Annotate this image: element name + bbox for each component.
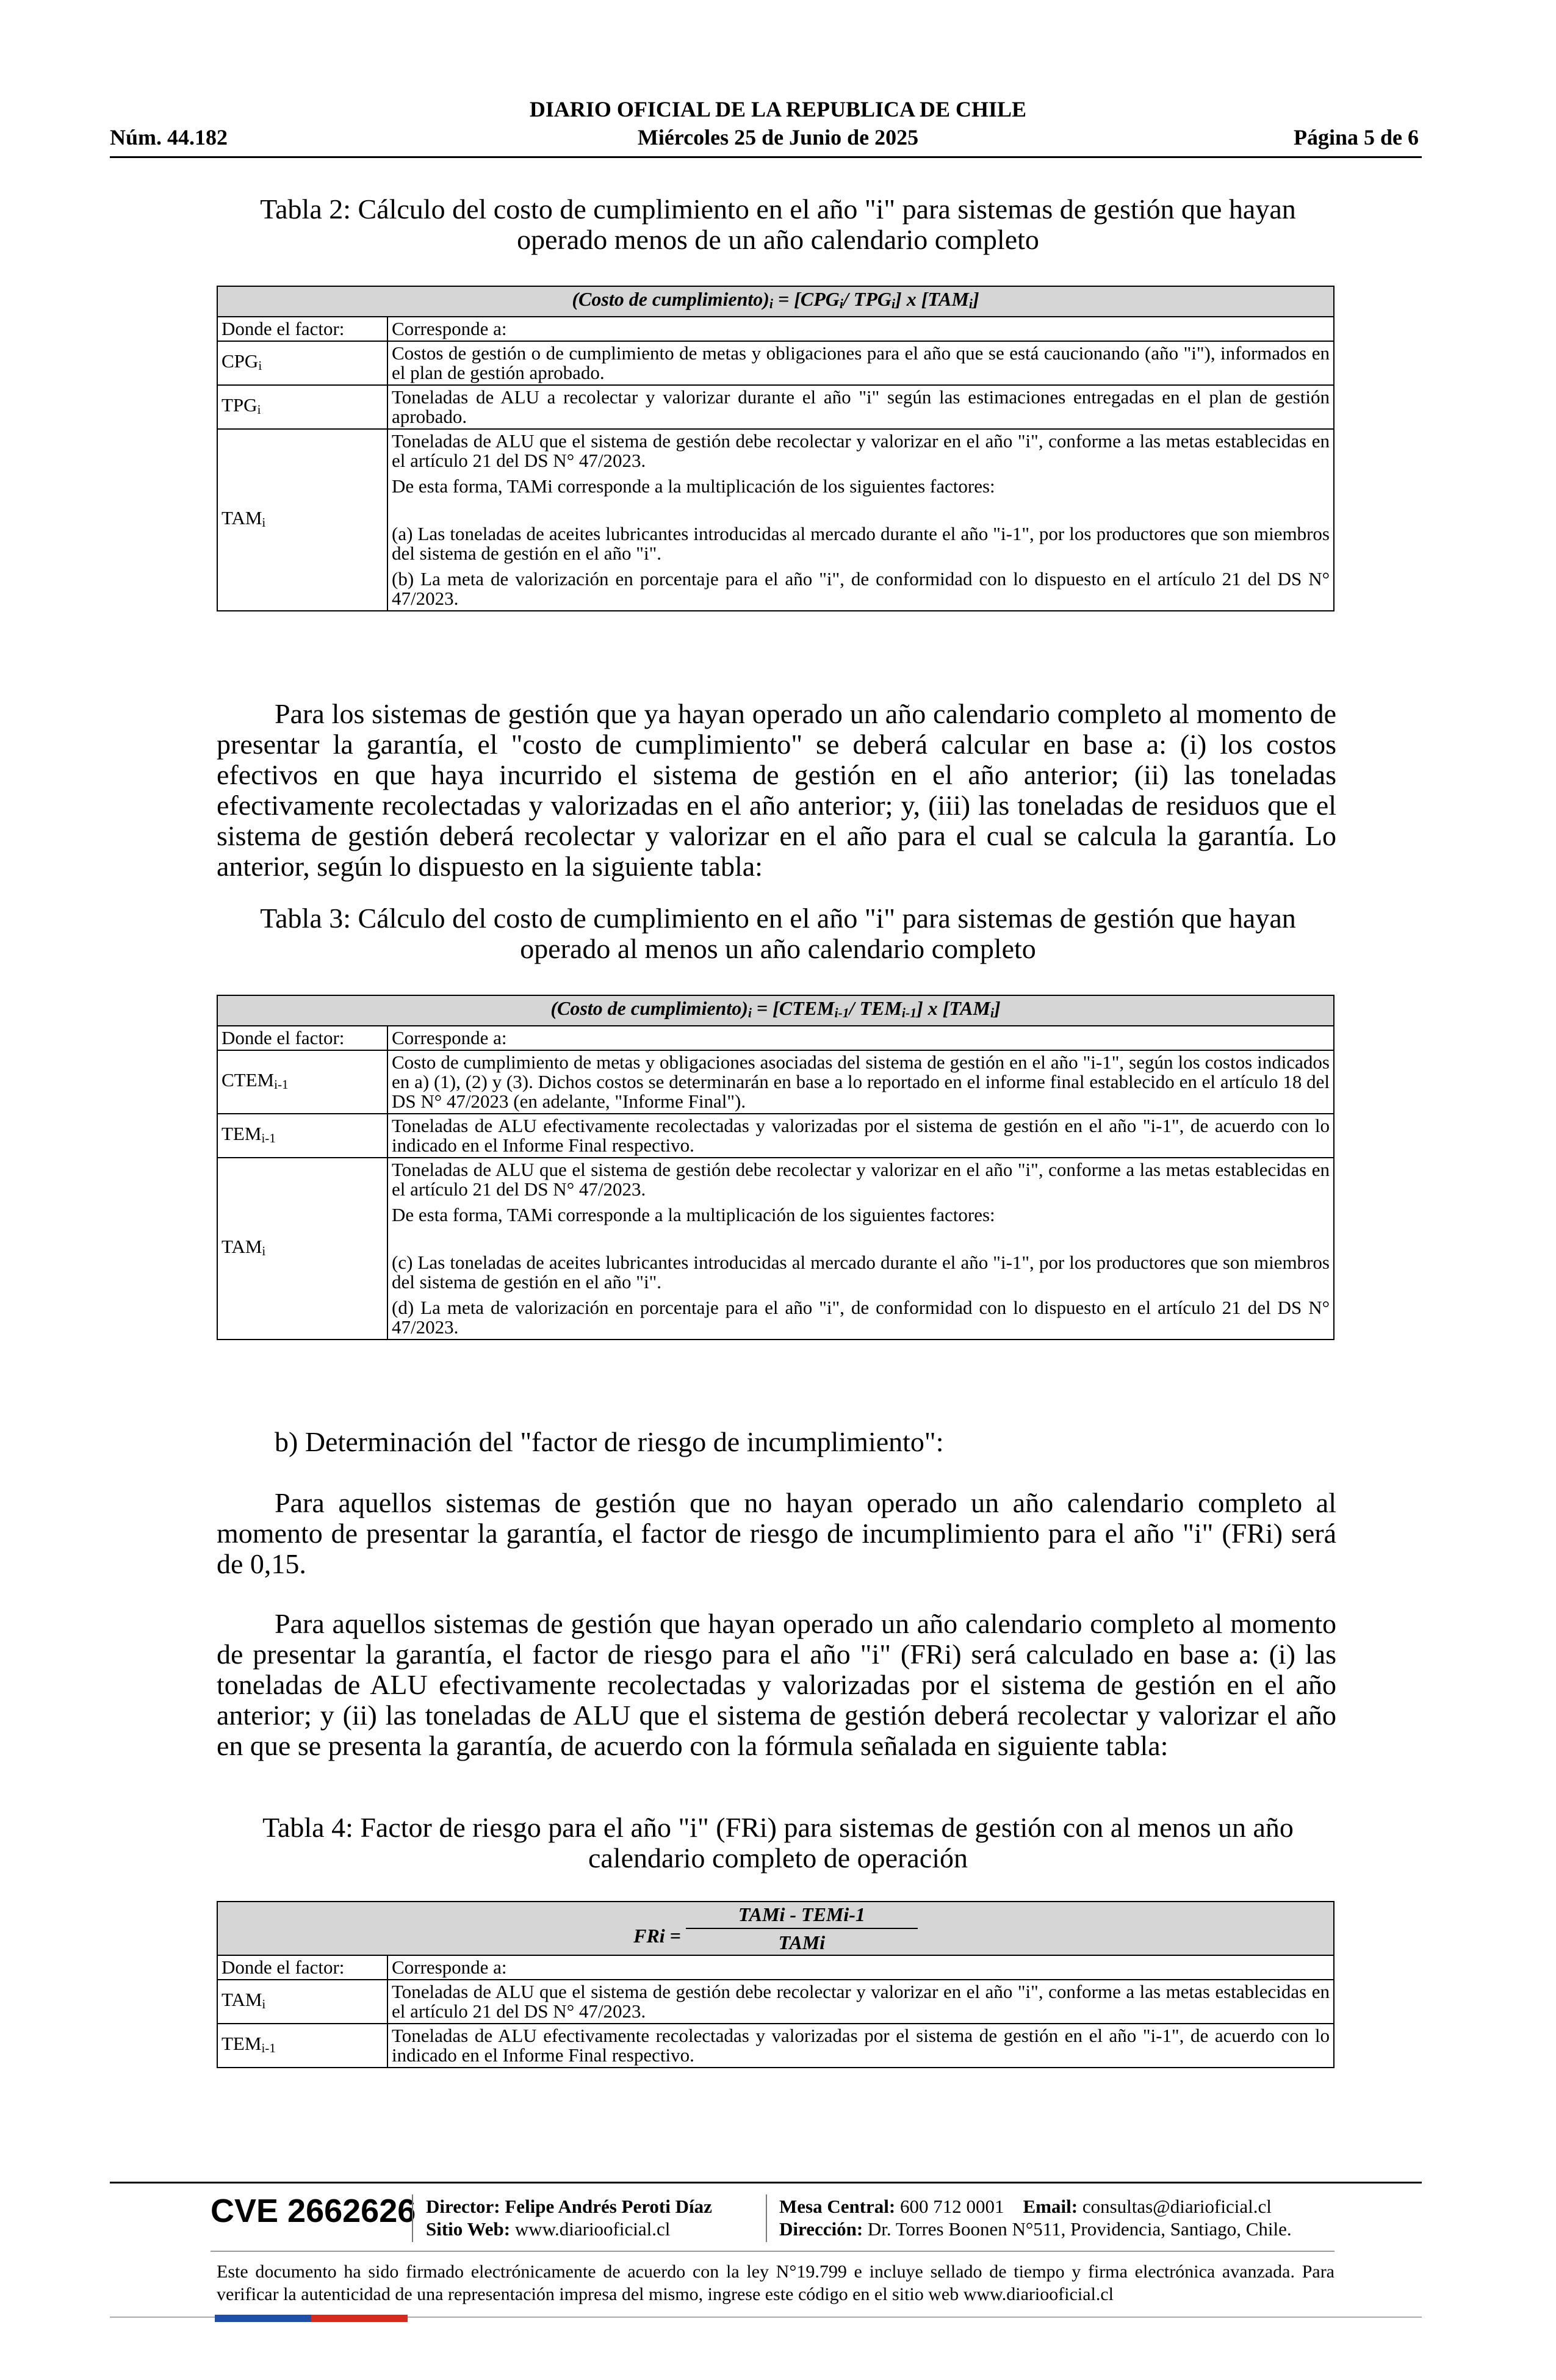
factor-key: $TEM_{i-1}$ bbox=[217, 2024, 387, 2068]
column-header-factor: Donde el factor: bbox=[217, 317, 387, 341]
column-header-corresponde: Corresponde a: bbox=[387, 317, 1334, 341]
column-header-corresponde: Corresponde a: bbox=[387, 1026, 1334, 1050]
factor-description: Toneladas de ALU que el sistema de gestión debe recolectar y valorizar en el año "i", conforme a las metas establecidas en el artículo 21 del DS N° 47/2023. De esta forma, TAMi corresponde a la multiplicación de los siguientes factores: (a) Las toneladas de aceites lubricantes introducidas al mercado durante el año "i-1", por los productores que son miembros del sistema de gestión en el año "i". (b) La meta de valorización en porcentaje para el año "i", de conformidad con lo dispuesto en el artículo 21 del DS N° 47/2023. bbox=[387, 429, 1334, 611]
fraction-bar bbox=[686, 1928, 918, 1929]
factor-key: $CPG_i$ bbox=[217, 341, 387, 385]
factor-key: $TEM_{i-1}$ bbox=[217, 1114, 387, 1158]
table-2 bbox=[217, 286, 1334, 611]
subheading-factor-riesgo: b) Determinación del "factor de riesgo de incumplimiento": bbox=[275, 1426, 944, 1457]
table-3 bbox=[217, 995, 1334, 1340]
table-row bbox=[217, 1158, 1334, 1340]
table-row bbox=[217, 341, 1334, 385]
website-link[interactable]: www.diariooficial.cl bbox=[514, 2218, 671, 2240]
table-row bbox=[217, 1980, 1334, 2024]
footer-legal-note: Este documento ha sido firmado electrónicamente de acuerdo con la ley N°19.799 e incluye sellado de tiempo y firma electrónica avanzada. Para verificar la autenticidad de una representación impresa del mismo, ingrese este código en el sitio web www.diariooficial.cl bbox=[217, 2262, 1334, 2304]
email-link[interactable]: consultas@diarioficial.cl bbox=[1082, 2196, 1272, 2217]
factor-description: Toneladas de ALU efectivamente recolectadas y valorizadas por el sistema de gestión en el año "i-1", de acuerdo con lo indicado en el Informe Final respectivo. bbox=[387, 1114, 1334, 1158]
formula-fraction bbox=[686, 1905, 918, 1952]
formula-denominator: TAMi bbox=[778, 1931, 826, 1953]
table-row bbox=[217, 385, 1334, 429]
table-2-caption: Tabla 2: Cálculo del costo de cumplimiento en el año "i" para sistemas de gestión que hayan operado menos de un año calendario completo bbox=[260, 193, 1296, 255]
footer-divider-2 bbox=[211, 2251, 1334, 2252]
table-4 bbox=[217, 1901, 1334, 2068]
table-row bbox=[217, 1050, 1334, 1114]
factor-key: $CTEM_{i-1}$ bbox=[217, 1050, 387, 1114]
paragraph-factor-riesgo-1: Para aquellos sistemas de gestión que no hayan operado un año calendario completo al momento de presentar la garantía, el factor de riesgo de incumplimiento para el año "i" (FRi) será de 0,15. bbox=[217, 1487, 1336, 1579]
table-row bbox=[217, 429, 1334, 611]
footer-director-block: Director: Felipe Andrés Peroti Díaz Sitio Web: www.diariooficial.cl bbox=[426, 2196, 712, 2240]
column-header-factor: Donde el factor: bbox=[217, 1026, 387, 1050]
column-header-corresponde: Corresponde a: bbox=[387, 1955, 1334, 1980]
newspaper-title: DIARIO OFICIAL DE LA REPUBLICA DE CHILE bbox=[529, 97, 1027, 121]
factor-description: Toneladas de ALU que el sistema de gestión debe recolectar y valorizar en el año "i", conforme a las metas establecidas en el artículo 21 del DS N° 47/2023. De esta forma, TAMi corresponde a la multiplicación de los siguientes factores: (c) Las toneladas de aceites lubricantes introducidas al mercado durante el año "i-1", por los productores que son miembros del sistema de gestión en el año "i". (d) La meta de valorización en porcentaje para el año "i", de conformidad con lo dispuesto en el artículo 21 del DS N° 47/2023. bbox=[387, 1158, 1334, 1340]
table-row bbox=[217, 2024, 1334, 2068]
table-4-formula bbox=[217, 1902, 1334, 1955]
table-row bbox=[217, 1114, 1334, 1158]
flag-stripe-red bbox=[311, 2315, 408, 2322]
issue-date: Miércoles 25 de Junio de 2025 bbox=[637, 125, 919, 150]
table-3-formula: (Costo de $cumplimiento)_i$ = [$CTEM_{i-1}/$ $TEM_{i-1}$] x $[TAM_i]$ bbox=[217, 995, 1334, 1026]
table-2-formula: (Costo de $cumplimiento)_i = [CPG_i/$ $TPG_i$] x $[TAM_i]$ bbox=[217, 286, 1334, 317]
factor-key: $TAM_i$ bbox=[217, 1980, 387, 2024]
factor-description: Toneladas de ALU que el sistema de gestión debe recolectar y valorizar en el año "i", conforme a las metas establecidas en el artículo 21 del DS N° 47/2023. bbox=[387, 1980, 1334, 2024]
footer-separator bbox=[766, 2194, 767, 2242]
footer-divider bbox=[110, 2182, 1422, 2183]
factor-description: Toneladas de ALU efectivamente recolectadas y valorizadas por el sistema de gestión en el año "i-1", de acuerdo con lo indicado en el Informe Final respectivo. bbox=[387, 2024, 1334, 2068]
factor-key: $TAM_i$ bbox=[217, 1158, 387, 1340]
page-number: Página 5 de 6 bbox=[1293, 125, 1419, 150]
header-divider bbox=[110, 156, 1422, 158]
column-header-factor: Donde el factor: bbox=[217, 1955, 387, 1980]
paragraph-costo-cumplimiento: Para los sistemas de gestión que ya hayan operado un año calendario completo al momento de presentar la garantía, el "costo de cumplimiento" se deberá calcular en base a: (i) los costos efectivos en que haya incurrido el sistema de gestión en el año anterior; (ii) las toneladas efectivamente recolectadas y valorizadas en el año anterior; y, (iii) las toneladas de residuos que el sistema de gestión deberá recolectar y valorizar en el año para el cual se calcula la garantía. Lo anterior, según lo dispuesto en la siguiente tabla: bbox=[217, 698, 1336, 882]
formula-numerator: TAMi - TEMi-1 bbox=[738, 1903, 865, 1925]
factor-key: $TAM_i$ bbox=[217, 429, 387, 611]
issue-number: Núm. 44.182 bbox=[110, 125, 228, 150]
factor-description: Costo de cumplimiento de metas y obligaciones asociadas del sistema de gestión en el año "i-1", según los costos indicados en a) (1), (2) y (3). Dichos costos se determinarán en base a lo reportado en el informe final establecido en el artículo 18 del DS N° 47/2023 (en adelante, "Informe Final"). bbox=[387, 1050, 1334, 1114]
factor-description: Toneladas de ALU a recolectar y valorizar durante el año "i" según las estimaciones entregadas en el plan de gestión aprobado. bbox=[387, 385, 1334, 429]
factor-description: Costos de gestión o de cumplimiento de metas y obligaciones para el año que se está caucionando (año "i"), informados en el plan de gestión aprobado. bbox=[387, 341, 1334, 385]
formula-lhs: FRi = bbox=[633, 1925, 681, 1947]
footer-contact-block: Mesa Central: 600 712 0001 Email: consultas@diarioficial.cl Dirección: Dr. Torres Boonen N°511, Providencia, Santiago, Chile. bbox=[779, 2196, 1292, 2240]
footer-separator bbox=[412, 2194, 413, 2242]
paragraph-factor-riesgo-2: Para aquellos sistemas de gestión que hayan operado un año calendario completo al momento de presentar la garantía, el factor de riesgo para el año "i" (FRi) será calculado en base a: (i) las toneladas de ALU efectivamente recolectadas y valorizadas por el sistema de gestión en el año anterior; y (ii) las toneladas de ALU que el sistema de gestión deberá recolectar y valorizar el año en que se presenta la garantía, de acuerdo con la fórmula señalada en siguiente tabla: bbox=[217, 1608, 1336, 1761]
table-4-caption: Tabla 4: Factor de riesgo para el año "i" (FRi) para sistemas de gestión con al menos un año calendario completo de operación bbox=[262, 1812, 1294, 1873]
table-3-caption: Tabla 3: Cálculo del costo de cumplimiento en el año "i" para sistemas de gestión que hayan operado al menos un año calendario completo bbox=[260, 903, 1296, 964]
factor-key: $TPG_i$ bbox=[217, 385, 387, 429]
cve-code: CVE 2662626 bbox=[211, 2193, 416, 2229]
flag-stripe-blue bbox=[215, 2315, 311, 2322]
